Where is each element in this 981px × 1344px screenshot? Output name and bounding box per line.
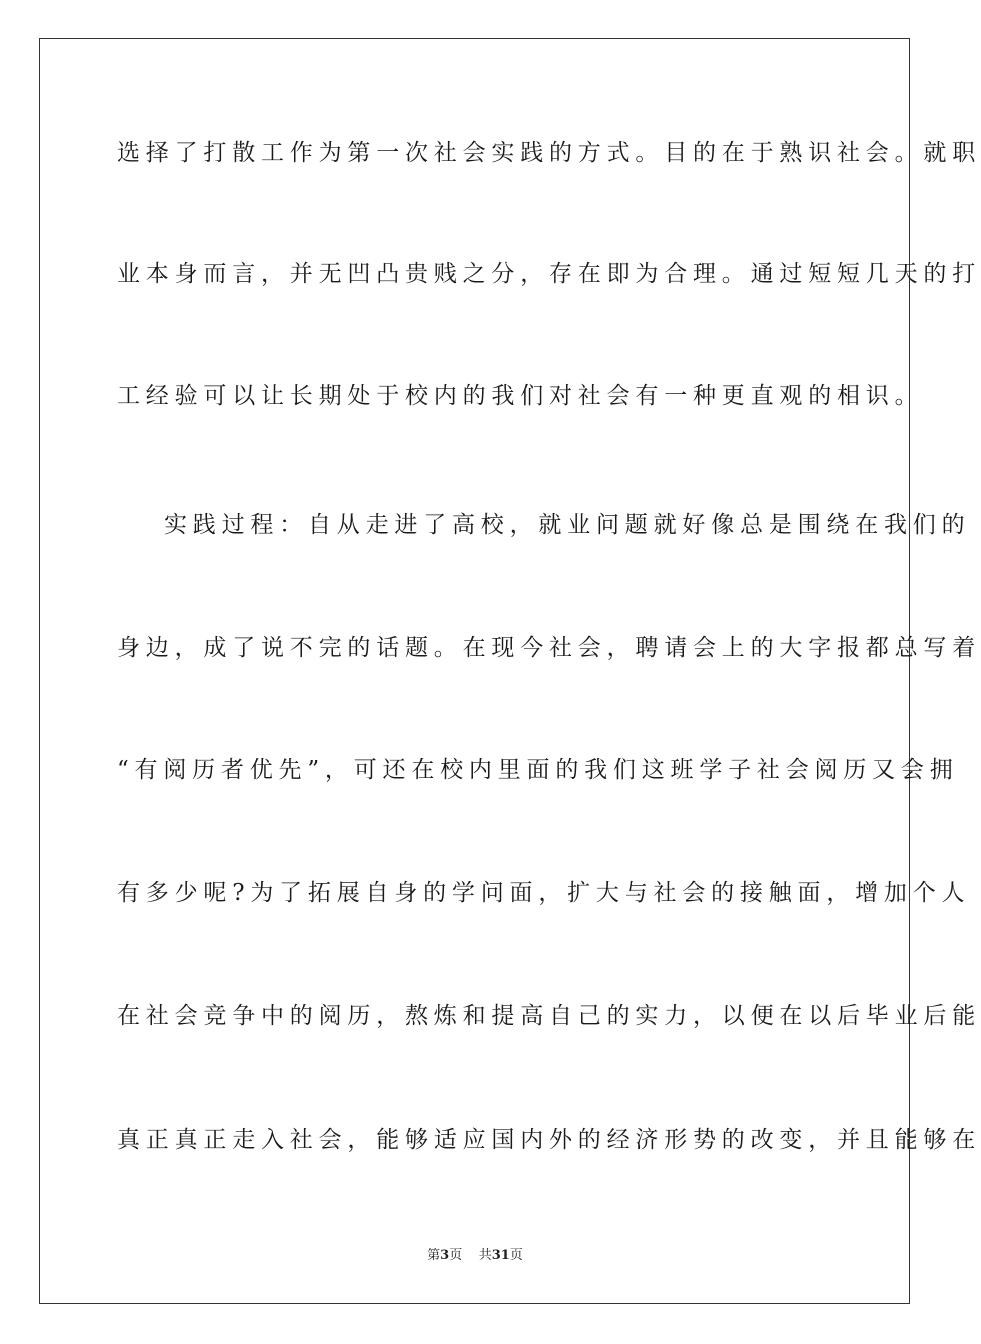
body-text-line-1: 选择了打散工作为第一次社会实践的方式。目的在于熟识社会。就职 bbox=[117, 140, 981, 166]
total-pages: 31 bbox=[491, 1248, 510, 1263]
page-prefix: 第 bbox=[427, 1248, 441, 1263]
body-text-line-5: 身边，成了说不完的话题。在现今社会，聘请会上的大字报都总写着 bbox=[117, 635, 981, 661]
body-text-line-3: 工经验可以让长期处于校内的我们对社会有一种更直观的相识。 bbox=[117, 383, 924, 409]
page-suffix: 页 bbox=[449, 1248, 463, 1263]
body-text-line-2: 业本身而言，并无凹凸贵贱之分，存在即为合理。通过短短几天的打 bbox=[117, 261, 981, 287]
total-prefix: 共 bbox=[478, 1248, 492, 1263]
body-text-line-7: 有多少呢?为了拓展自身的学问面，扩大与社会的接触面，增加个人 bbox=[117, 880, 971, 906]
page-footer bbox=[0, 1247, 950, 1265]
paragraph-start-line: 实践过程：自从走进了高校，就业问题就好像总是围绕在我们的 bbox=[164, 512, 971, 538]
body-text-line-8: 在社会竞争中的阅历，熬炼和提高自己的实力，以便在以后毕业后能 bbox=[117, 1003, 981, 1029]
body-text-line-9: 真正真正走入社会，能够适应国内外的经济形势的改变，并且能够在 bbox=[117, 1127, 981, 1153]
body-text-line-6: “有阅历者优先”，可还在校内里面的我们这班学子社会阅历又会拥 bbox=[117, 757, 959, 783]
page-number: 3 bbox=[440, 1248, 450, 1263]
page-border bbox=[39, 38, 981, 1304]
total-suffix: 页 bbox=[509, 1248, 523, 1263]
